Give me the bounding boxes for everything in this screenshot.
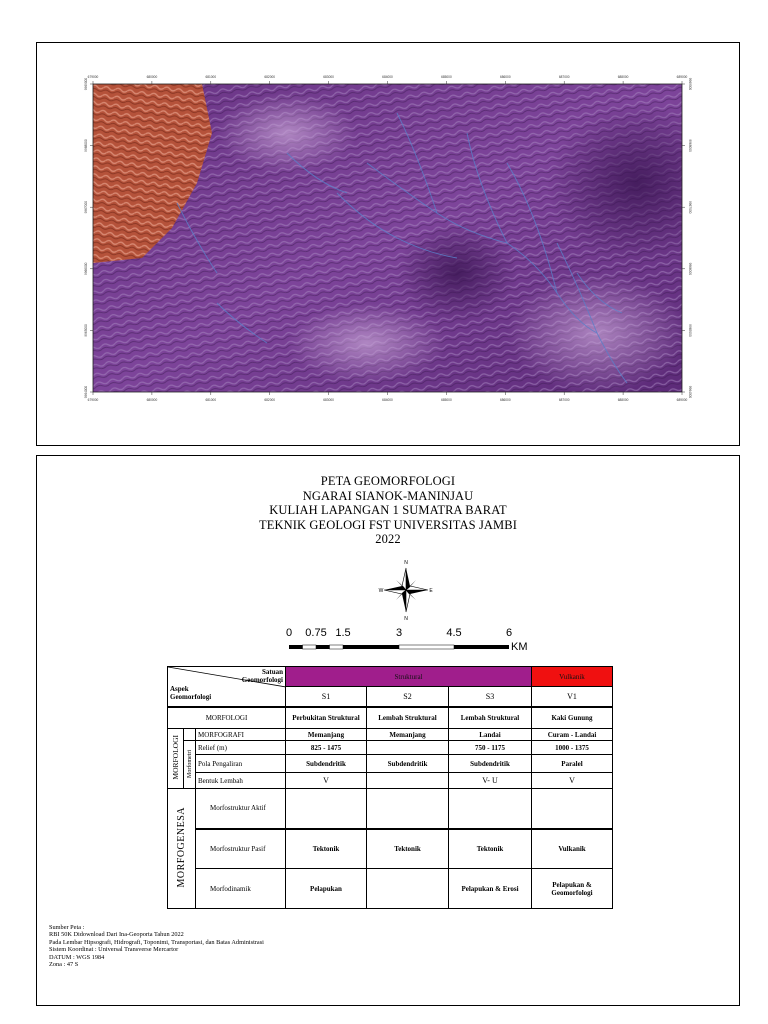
morfostruktur-pasif-value: Tektonik [286,829,367,869]
morfologi-value: Kaki Gunung [532,707,613,729]
corner-header [168,667,286,707]
row-label-pola-pengaliran: Pola Pengaliran [196,755,286,773]
x-tick-label: 688000 [617,398,629,402]
corner-top-label: Satuan Geomorfologi [241,668,283,684]
morfostruktur-aktif-value [449,789,532,829]
y-tick-labels-left [84,78,93,399]
y-tick-label: 9966000 [688,262,692,276]
relief-value: 750 - 1175 [449,741,532,755]
side-morfogenesa [168,789,196,909]
x-tick-labels-top [88,75,688,84]
side-morfogenesa-label: MORFOGENESA [176,807,187,888]
scale-label: 4.5 [446,627,462,639]
pola-pengaliran-value: Subdendritik [449,755,532,773]
north-label: N [404,560,408,566]
morfostruktur-aktif-value [286,789,367,829]
map-raster [93,84,727,393]
bentuk-lembah-value [367,773,449,789]
scale-unit: KM [511,641,528,653]
source-line: Sistem Koordinat : Universal Transverse Mercartor [49,946,179,954]
morfografi-value: Curam - Landai [532,729,613,741]
row-label-morfostruktur-pasif: Morfostruktur Pasif [196,829,286,869]
group-volcanic-header: Vulkanik [532,667,613,687]
map-title [37,474,739,547]
x-tick-label: 688000 [617,75,629,79]
side-morfologi [168,729,184,789]
title-line: 2022 [375,532,401,547]
x-tick-label: 685000 [441,398,452,402]
source-line: Pada Lembar Hipsografi, Hidrografi, Toponimi, Transportasi, dan Batas Administrasi [49,938,264,946]
x-tick-label: 689000 [676,75,688,79]
y-tick-label: 9965000 [688,324,692,337]
bentuk-lembah-value: V [532,773,613,789]
pola-pengaliran-value: Subdendritik [286,755,367,773]
scale-label: 0.75 [305,627,327,639]
y-tick-label: 9968000 [84,139,88,152]
y-tick-label: 9968000 [688,139,692,152]
x-tick-label: 682000 [264,398,276,402]
row-label-morfodinamik: Morfodinamik [196,869,286,909]
x-tick-label: 685000 [441,75,452,79]
map-source-notes [49,924,264,968]
morfodinamik-value [367,869,449,909]
east-label: E [429,588,433,594]
y-tick-label: 9967000 [688,200,692,214]
morfodinamik-value: Pelapukan & Geomorfologi [532,869,613,909]
morfodinamik-value: Pelapukan [286,869,367,909]
title-line: NGARAI SIANOK-MANINJAU [302,488,474,503]
x-tick-label: 683000 [323,398,334,402]
unit-s3: S3 [449,687,532,707]
group-structural-header: Struktural [286,667,532,687]
y-tick-label: 9967000 [84,200,88,214]
scale-label: 6 [505,627,513,639]
map-info-panel [36,455,740,1006]
y-tick-label: 9969000 [688,77,692,91]
scale-label: 0 [285,627,293,639]
x-tick-label: 683000 [323,75,334,79]
unit-s2: S2 [367,687,449,707]
morfostruktur-aktif-value [532,789,613,829]
morfostruktur-pasif-value: Vulkanik [532,829,613,869]
y-tick-label: 9969000 [84,77,88,91]
geomorphology-map[interactable] [37,43,739,445]
row-label-bentuk-lembah: Bentuk Lembah [196,773,286,789]
morfologi-value: Perbukitan Struktural [286,707,367,729]
x-tick-label: 680000 [146,398,158,402]
y-tick-label: 9964000 [84,385,88,399]
side-morfologi-label: MORFOLOGI [171,735,180,780]
x-tick-label: 684000 [382,398,393,402]
morfografi-value: Landai [449,729,532,741]
row-label-morfografi: MORFOGRAFI [196,729,286,741]
side-blank [184,729,196,741]
morfologi-value: Lembah Struktural [367,707,449,729]
morfostruktur-pasif-value: Tektonik [367,829,449,869]
relief-value [367,741,449,755]
source-line: RBI 50K Didownload Dari Ina-Geoporta Tahun 2022 [49,931,184,939]
row-label-morfostruktur-aktif: Morfostruktur Aktif [196,789,286,829]
morfostruktur-pasif-value: Tektonik [449,829,532,869]
north-arrow-icon [378,559,434,621]
source-line: DATUM : WGS 1984 [49,953,105,961]
source-line: Zona : 47 S [49,961,79,969]
morfologi-value: Lembah Struktural [449,707,532,729]
y-tick-label: 9966000 [84,262,88,276]
pola-pengaliran-value: Subdendritik [367,755,449,773]
x-tick-label: 679000 [87,75,99,79]
x-tick-label: 687000 [558,398,570,402]
x-tick-label: 680000 [146,75,158,79]
side-morfometri-label: Morfometri [186,749,193,778]
title-line: PETA GEOMORFOLOGI [320,474,456,488]
y-tick-label: 9965000 [84,324,88,337]
scale-bar [283,622,533,658]
scale-label: 1.5 [335,627,351,639]
x-tick-labels-bottom [88,392,688,402]
scale-label: 3 [395,627,403,639]
pola-pengaliran-value: Paralel [532,755,613,773]
unit-v1: V1 [532,687,613,707]
x-tick-label: 682000 [264,75,276,79]
morfodinamik-value: Pelapukan & Erosi [449,869,532,909]
relief-value: 825 - 1475 [286,741,367,755]
x-tick-label: 681000 [205,75,217,79]
map-frame [36,42,740,446]
relief-value: 1000 - 1375 [532,741,613,755]
y-tick-labels-right [682,78,692,399]
side-morfometri [184,741,196,789]
x-tick-label: 686000 [499,75,511,79]
morfografi-value: Memanjang [286,729,367,741]
corner-bottom-label: Aspek Geomorfologi [170,685,212,701]
title-line: TEKNIK GEOLOGI FST UNIVERSITAS JAMBI [259,517,517,532]
morfologi-label: MORFOLOGI [168,707,286,729]
geomorphology-legend-table [167,666,613,909]
morfografi-value: Memanjang [367,729,449,741]
x-tick-label: 684000 [382,75,393,79]
unit-s1: S1 [286,687,367,707]
bentuk-lembah-value: V- U [449,773,532,789]
x-tick-label: 679000 [87,398,99,402]
y-tick-label: 9964000 [688,385,692,399]
bentuk-lembah-value: V [286,773,367,789]
row-label-relief: Relief (m) [196,741,286,755]
x-tick-label: 687000 [558,75,570,79]
west-label: W [378,588,384,594]
morfostruktur-aktif-value [367,789,449,829]
source-line: Sumber Peta : [49,924,85,931]
title-line: KULIAH LAPANGAN 1 SUMATRA BARAT [269,503,507,518]
x-tick-label: 689000 [676,398,688,402]
x-tick-label: 686000 [499,398,511,402]
x-tick-label: 681000 [205,398,217,402]
south-label: N [404,616,408,621]
